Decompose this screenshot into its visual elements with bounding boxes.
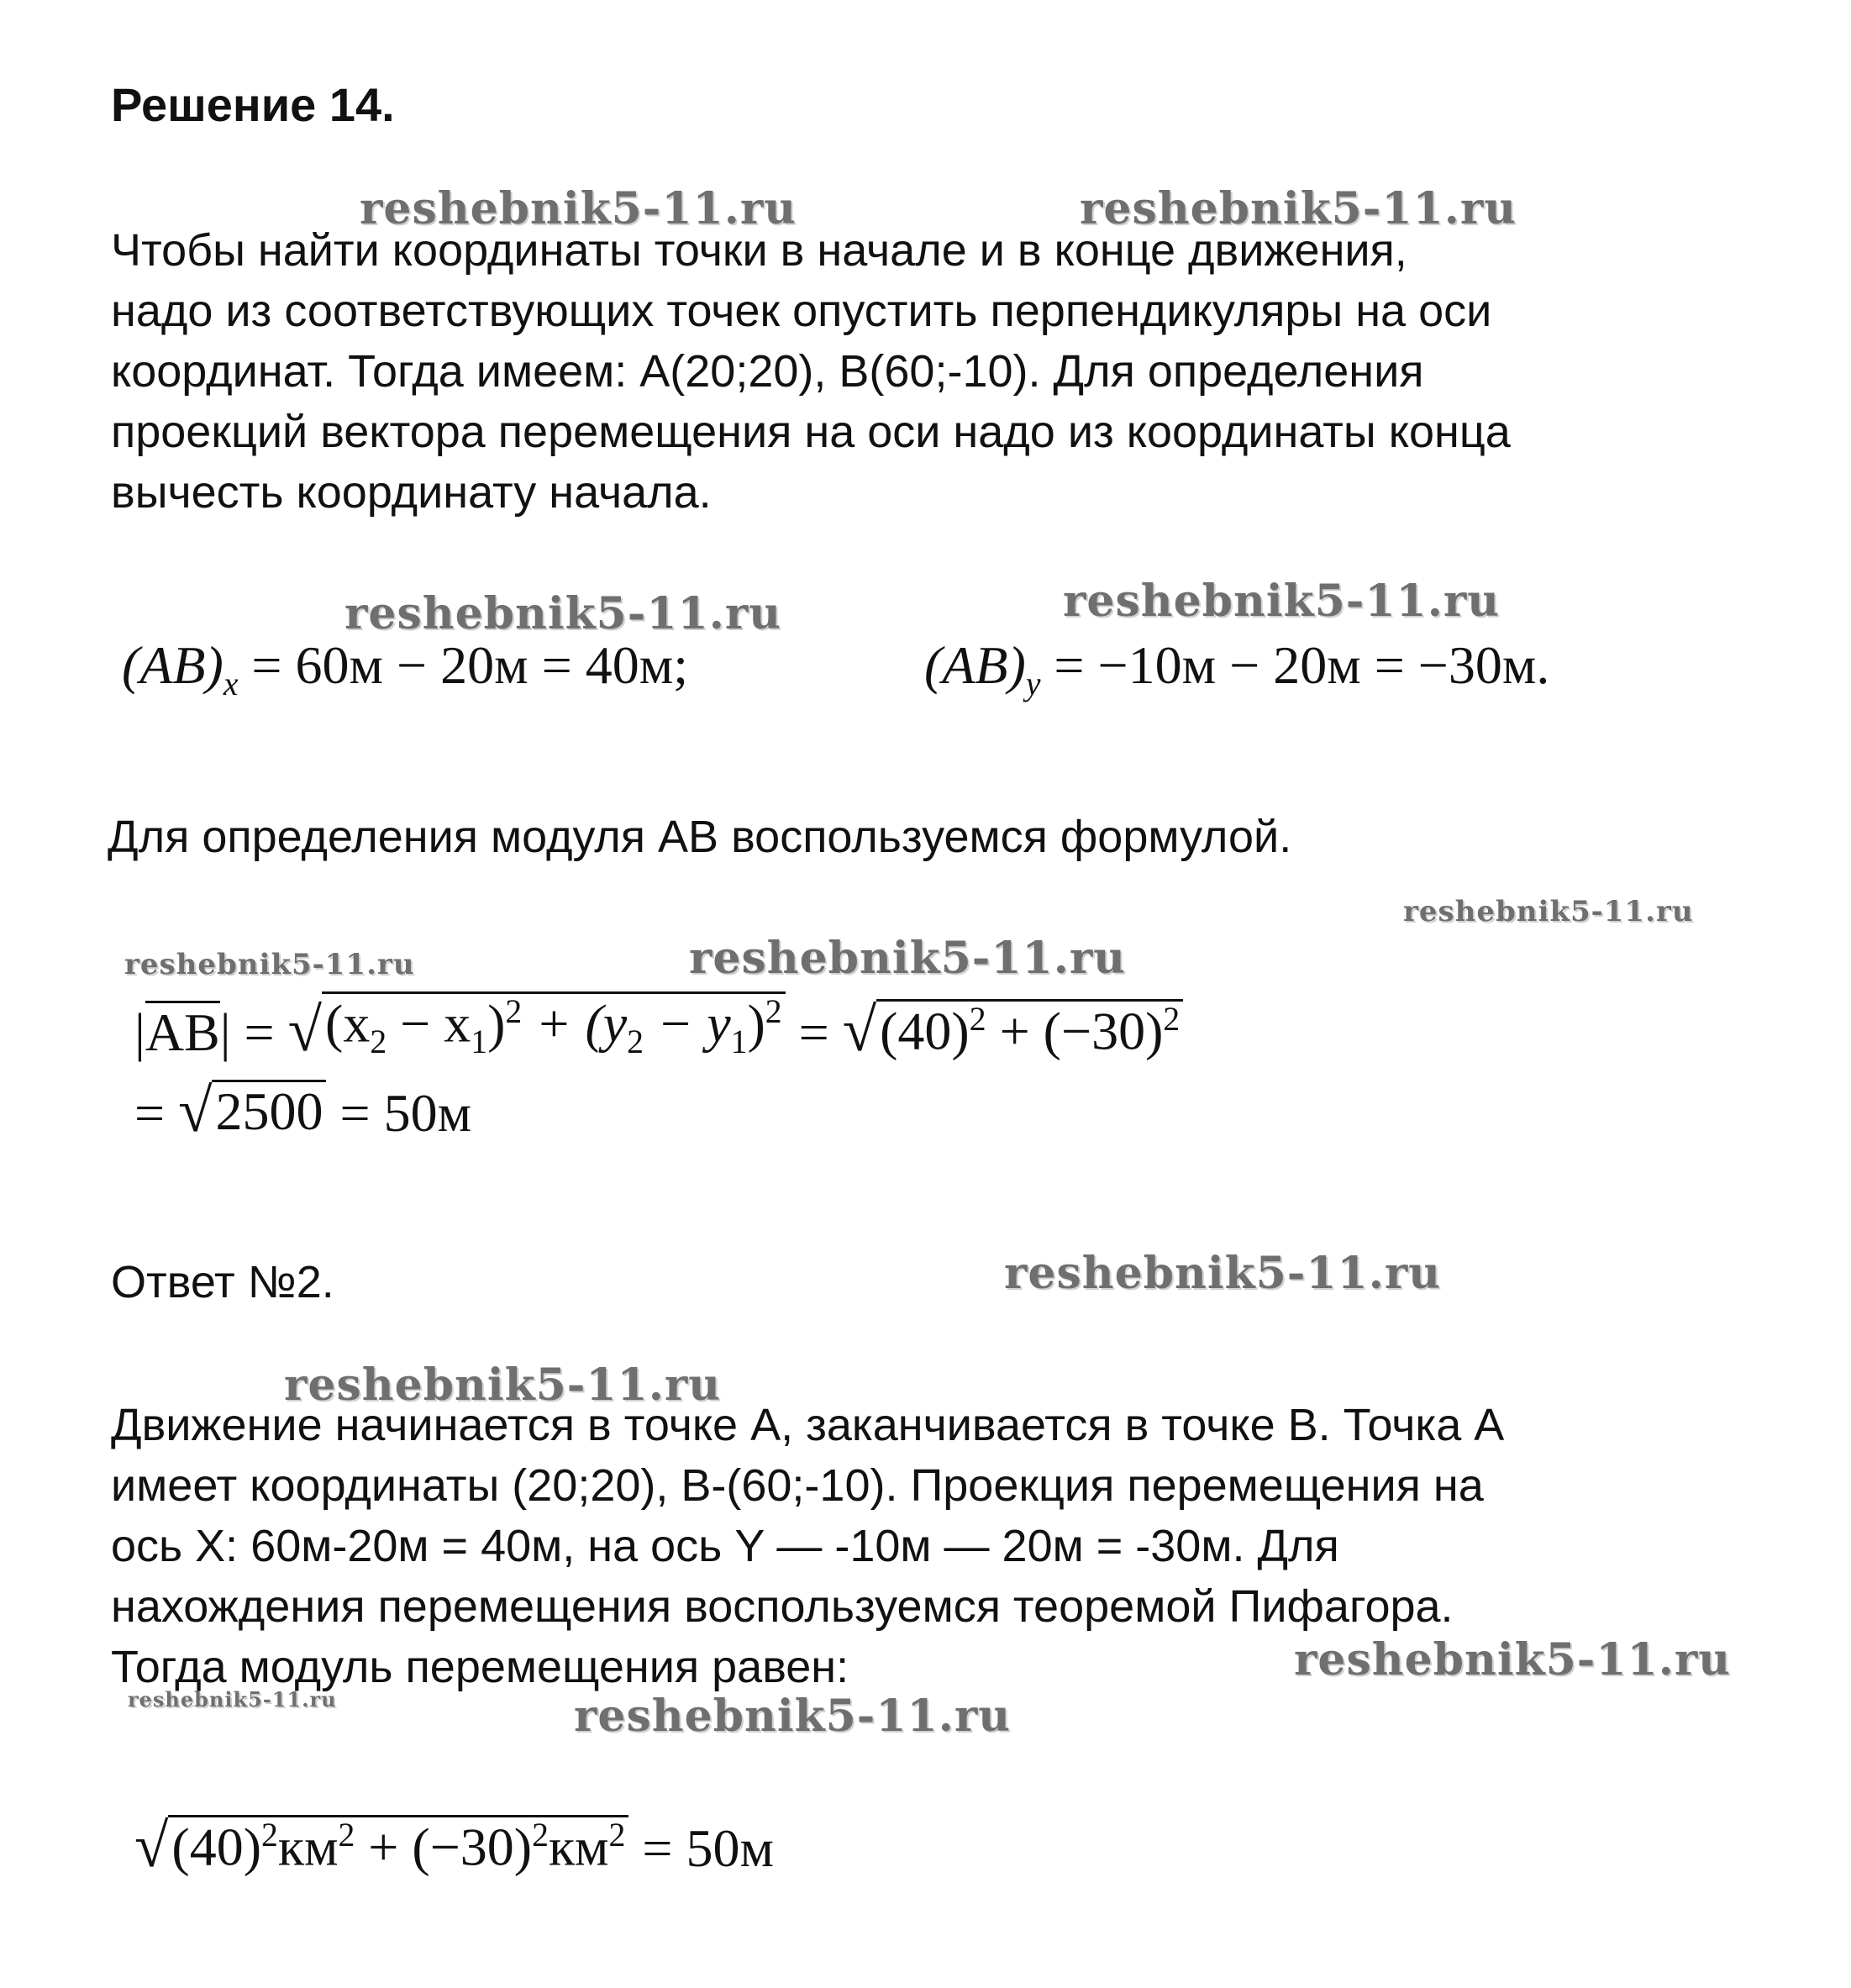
sqrt-icon: √	[287, 995, 323, 1065]
eq-subscript: x	[223, 665, 239, 702]
page-title: Решение 14.	[111, 78, 395, 131]
watermark: reshebnik5-11.ru	[689, 933, 1127, 984]
abs-bar: |	[134, 1002, 145, 1063]
paragraph-line: координат. Тогда имеем: А(20;20), В(60;-10). Для определения	[111, 346, 1424, 397]
radicand	[322, 991, 786, 1061]
formula-modulus-result	[134, 1076, 472, 1144]
sub: 2	[627, 1023, 644, 1061]
equation-projection-y	[924, 634, 1549, 703]
paragraph-line: надо из соответствующих точек опустить перпендикуляры на оси	[111, 286, 1492, 336]
term: − y	[644, 993, 731, 1054]
equals: =	[134, 1083, 166, 1143]
sup: 2	[261, 1817, 278, 1854]
sqrt-icon: √	[134, 1811, 169, 1880]
sqrt-values	[842, 995, 1184, 1065]
answer	[111, 1252, 334, 1312]
paragraph-line: проекций вектора перемещения на оси надо из координаты конца	[111, 407, 1511, 457]
term: (40)	[880, 1001, 970, 1061]
term: + (−30)	[355, 1817, 533, 1877]
term: (40)	[171, 1817, 262, 1877]
watermark: reshebnik5-11.ru	[1063, 576, 1501, 627]
sup: 2	[338, 1817, 355, 1854]
watermark: reshebnik5-11.ru	[128, 1687, 337, 1712]
eq-rhs: = −10м − 20м = −30м.	[1040, 635, 1550, 695]
equals: =	[244, 1002, 288, 1063]
paragraph-line: Движение начинается в точке А, заканчивается в точке В. Точка А	[111, 1400, 1505, 1450]
term: )	[747, 993, 765, 1054]
result: = 50м	[326, 1083, 472, 1143]
unit: км	[277, 1817, 339, 1877]
sqrt-2500	[178, 1076, 326, 1144]
watermark: reshebnik5-11.ru	[344, 588, 782, 639]
formula-modulus-ab	[134, 991, 1183, 1064]
sup: 2	[532, 1817, 549, 1854]
paragraph-2	[108, 807, 1291, 867]
term: − x	[387, 993, 471, 1054]
watermark: reshebnik5-11.ru	[1080, 183, 1517, 234]
sub: 2	[370, 1023, 387, 1061]
radicand: 2500	[212, 1080, 326, 1141]
eq-lhs: (AB)	[122, 635, 223, 695]
eq-rhs: = 60м − 20м = 40м;	[238, 635, 688, 695]
paragraph-line: имеет координаты (20;20), В-(60;-10). Проекция перемещения на	[111, 1460, 1484, 1511]
sup: 2	[765, 993, 782, 1030]
answer-text: Ответ №2.	[111, 1257, 334, 1307]
watermark: reshebnik5-11.ru	[360, 183, 797, 234]
term: + (y	[522, 993, 628, 1054]
eq-subscript: y	[1025, 665, 1041, 702]
paragraph-line: Чтобы найти координаты точки в начале и в конце движения,	[111, 225, 1407, 276]
sup: 2	[608, 1817, 626, 1854]
watermark: reshebnik5-11.ru	[1004, 1248, 1442, 1299]
result: = 50м	[628, 1818, 774, 1879]
sup: 2	[505, 993, 523, 1030]
term: (x	[325, 993, 371, 1054]
radicand	[168, 1815, 628, 1877]
formula-displacement	[134, 1811, 774, 1880]
watermark: reshebnik5-11.ru	[124, 948, 415, 981]
paragraph-line: нахождения перемещения воспользуемся теоремой Пифагора.	[111, 1581, 1454, 1632]
paragraph-1	[111, 220, 1511, 523]
sup: 2	[1163, 1001, 1181, 1039]
eq-lhs: (AB)	[924, 635, 1026, 695]
watermark: reshebnik5-11.ru	[284, 1360, 722, 1411]
watermark: reshebnik5-11.ru	[1294, 1634, 1732, 1686]
unit: км	[548, 1817, 609, 1877]
sub: 1	[471, 1023, 488, 1061]
equation-projection-x	[122, 634, 688, 703]
watermark: reshebnik5-11.ru	[574, 1691, 1012, 1742]
sqrt-general	[287, 991, 786, 1065]
vector-ab: AB	[145, 1002, 220, 1063]
paragraph-line: Для определения модуля АВ воспользуемся формулой.	[108, 812, 1292, 862]
sqrt-displacement	[134, 1811, 628, 1880]
equals: =	[798, 1002, 843, 1063]
paragraph-line: ось X: 60м-20м = 40м, на ось Y — -10м — 20м = -30м. Для	[111, 1521, 1339, 1571]
term: + (−30)	[986, 1001, 1164, 1061]
watermark: reshebnik5-11.ru	[1403, 895, 1694, 928]
paragraph-line: вычесть координату начала.	[111, 467, 712, 518]
term: )	[487, 993, 506, 1054]
sub: 1	[730, 1023, 748, 1061]
sup: 2	[969, 1001, 986, 1039]
radicand	[876, 999, 1183, 1061]
abs-bar: |	[219, 1002, 231, 1063]
sqrt-icon: √	[178, 1076, 213, 1144]
sqrt-icon: √	[842, 995, 877, 1065]
paragraph-line: Тогда модуль перемещения равен:	[111, 1642, 849, 1692]
